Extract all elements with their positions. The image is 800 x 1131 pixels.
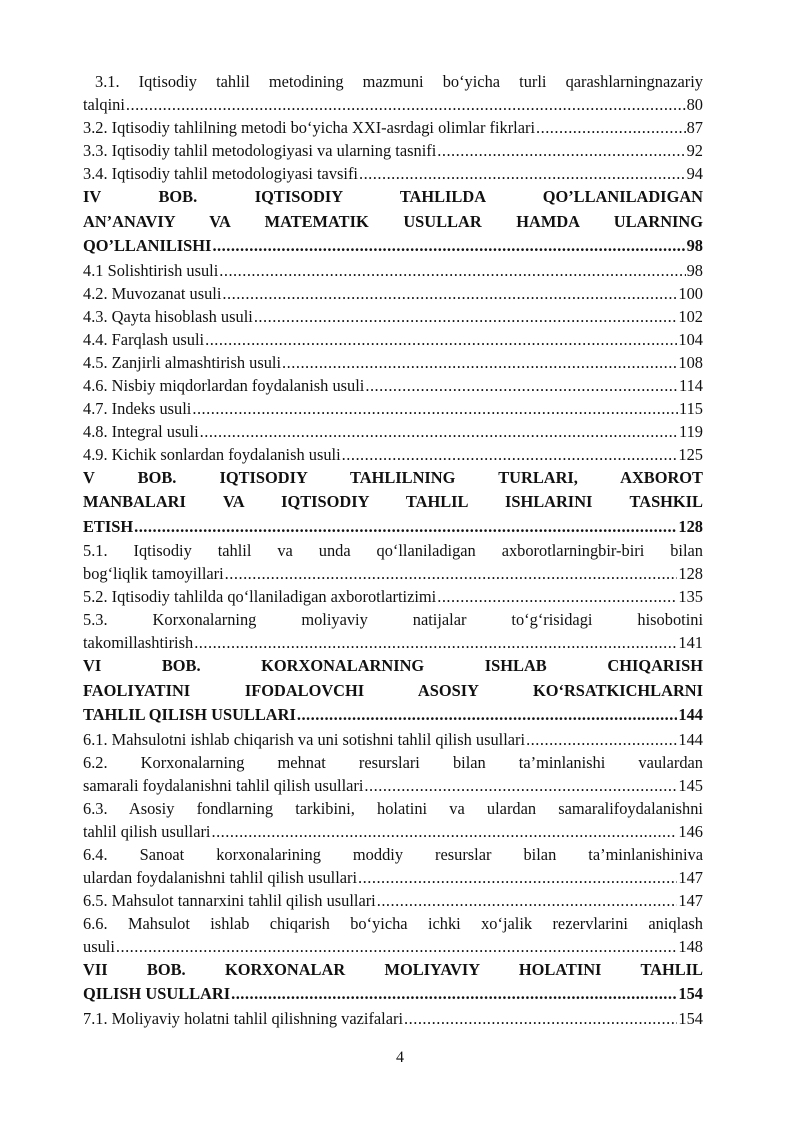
toc-entry[interactable]	[83, 728, 703, 751]
dot-leader	[222, 282, 677, 305]
toc-entry[interactable]	[83, 843, 703, 889]
toc-entry[interactable]	[83, 889, 703, 912]
dot-leader	[212, 234, 685, 259]
toc-entry-final-line	[83, 820, 703, 843]
toc-page-number: 125	[678, 444, 703, 464]
toc-entry-final-line	[83, 982, 703, 1007]
dot-leader	[297, 703, 678, 728]
toc-entry[interactable]	[83, 139, 703, 162]
toc-entry-title: TAHLIL QILISH USULLARI	[83, 705, 296, 724]
dot-leader	[536, 116, 686, 139]
toc-entry-title: 4.3. Qayta hisoblash usuli	[83, 306, 253, 326]
dot-leader	[134, 515, 677, 540]
toc-entry-text-line: VI BOB. KORXONALARNING ISHLAB CHIQARISH	[83, 656, 703, 675]
toc-page-number: 115	[679, 398, 703, 418]
toc-entry[interactable]	[83, 374, 703, 397]
toc-entry-title: 6.5. Mahsulot tannarxini tahlil qilish usullari	[83, 890, 376, 910]
toc-entry-text-line: 6.3. Asosiy fondlarning tarkibini, holatini va ulardan samaralifoydalanishni	[83, 798, 703, 818]
toc-entry[interactable]	[83, 797, 703, 843]
dot-leader	[200, 420, 678, 443]
toc-page-number: 94	[686, 164, 703, 183]
toc-page-number: 146	[678, 821, 703, 841]
toc-page-number: 144	[678, 705, 703, 724]
toc-entry[interactable]	[83, 443, 703, 466]
toc-entry-final-line	[83, 443, 703, 466]
table-of-contents	[83, 70, 703, 1030]
toc-entry-final-line	[83, 234, 703, 259]
dot-leader	[225, 562, 678, 585]
toc-entry[interactable]	[83, 259, 703, 282]
toc-entry-title: 3.3. Iqtisodiy tahlil metodologiyasi va ularning tasnifi	[83, 141, 437, 160]
toc-entry-final-line	[83, 139, 703, 162]
toc-entry-title: 7.1. Moliyaviy holatni tahlil qilishning vazifalari	[83, 1008, 404, 1028]
toc-entry-final-line	[83, 562, 703, 585]
toc-entry-final-line	[83, 515, 703, 540]
toc-page-number: 141	[678, 633, 703, 652]
toc-entry-title: 6.1. Mahsulotni ishlab chiqarish va uni sotishni tahlil qilish usullari	[83, 729, 526, 749]
dot-leader	[211, 820, 677, 843]
toc-page-number: 148	[678, 936, 703, 956]
toc-entry-title: 4.7. Indeks usuli	[83, 398, 192, 418]
toc-entry-text-line: 3.1. Iqtisodiy tahlil metodining mazmuni bo‘yicha turli qarashlarningnazariy	[95, 72, 703, 91]
page-number: 4	[396, 1049, 404, 1066]
toc-entry-final-line	[83, 420, 703, 443]
dot-leader	[282, 351, 677, 374]
toc-entry-final-line	[83, 93, 703, 116]
dot-leader	[254, 305, 678, 328]
dot-leader	[437, 585, 677, 608]
dot-leader	[404, 1007, 677, 1030]
dot-leader	[194, 631, 677, 654]
toc-entry-final-line	[83, 351, 703, 374]
toc-entry-final-line	[83, 374, 703, 397]
toc-page-number: 154	[678, 1008, 703, 1028]
toc-entry-title: QO’LLANILISHI	[83, 236, 212, 255]
toc-page-number: 135	[678, 587, 703, 606]
dot-leader	[116, 935, 678, 958]
toc-chapter-entry[interactable]	[83, 958, 703, 1007]
toc-entry[interactable]	[83, 751, 703, 797]
toc-entry-title: 4.6. Nisbiy miqdorlardan foydalanish usuli	[83, 375, 365, 395]
toc-entry-final-line	[83, 259, 703, 282]
toc-entry-final-line	[83, 774, 703, 797]
toc-entry-final-line	[83, 631, 703, 654]
toc-entry[interactable]	[83, 351, 703, 374]
toc-entry-final-line	[83, 162, 703, 185]
toc-entry-final-line	[83, 328, 703, 351]
dot-leader	[219, 259, 685, 282]
toc-chapter-entry[interactable]	[83, 466, 703, 540]
toc-entry-text-line: V BOB. IQTISODIY TAHLILNING TURLARI, AXBOROT	[83, 467, 703, 487]
toc-entry-text-line: FAOLIYATINI IFODALOVCHI ASOSIY KO‘RSATKICHLARNI	[83, 680, 703, 700]
toc-page-number: 102	[678, 306, 703, 326]
toc-entry-title: QILISH USULLARI	[83, 984, 231, 1003]
toc-entry-final-line	[83, 116, 703, 139]
dot-leader	[192, 397, 678, 420]
toc-entry-text-line: VII BOB. KORXONALAR MOLIYAVIY HOLATINI TAHLIL	[83, 959, 703, 979]
toc-entry-final-line	[83, 585, 703, 608]
toc-entry-title: ETISH	[83, 516, 134, 536]
toc-entry-final-line	[83, 866, 703, 889]
toc-page-number: 92	[686, 141, 703, 160]
toc-entry-title: takomillashtirish	[83, 633, 194, 652]
dot-leader	[359, 162, 686, 185]
toc-entry-title: talqini	[83, 95, 125, 114]
toc-entry-final-line	[83, 397, 703, 420]
toc-entry-text-line: 6.2. Korxonalarning mehnat resurslari bilan ta’minlanishi vaulardan	[83, 752, 703, 772]
dot-leader	[126, 93, 686, 116]
toc-entry[interactable]	[83, 585, 703, 608]
toc-page-number: 98	[686, 236, 703, 255]
toc-entry-title: samarali foydalanishni tahlil qilish usullari	[83, 775, 364, 795]
dot-leader	[526, 728, 677, 751]
toc-page-number: 128	[678, 564, 703, 583]
toc-entry-text-line: 5.1. Iqtisodiy tahlil va unda qo‘llaniladigan axborotlarningbir-biri bilan	[83, 541, 703, 560]
toc-entry-title: 4.2. Muvozanat usuli	[83, 283, 222, 303]
toc-page-number: 145	[678, 775, 703, 795]
toc-page-number: 108	[678, 352, 703, 372]
toc-chapter-entry[interactable]	[83, 654, 703, 728]
toc-entry-text-line: IV BOB. IQTISODIY TAHLILDA QO’LLANILADIGAN	[83, 187, 703, 206]
toc-entry-final-line	[83, 703, 703, 728]
toc-entry-title: 5.2. Iqtisodiy tahlilda qo‘llaniladigan axborotlartizimi	[83, 587, 437, 606]
toc-entry[interactable]	[83, 305, 703, 328]
toc-page-number: 80	[686, 95, 703, 114]
toc-page-number: 98	[686, 260, 703, 280]
toc-page-number: 154	[678, 984, 703, 1003]
toc-entry[interactable]	[83, 116, 703, 139]
toc-entry-title: 4.9. Kichik sonlardan foydalanish usuli	[83, 444, 341, 464]
dot-leader	[377, 889, 678, 912]
dot-leader	[205, 328, 677, 351]
toc-entry[interactable]	[83, 397, 703, 420]
toc-entry-title: bog‘liqlik tamoyillari	[83, 564, 224, 583]
toc-page-number: 119	[679, 421, 703, 441]
dot-leader	[437, 139, 685, 162]
toc-entry-title: 3.4. Iqtisodiy tahlil metodologiyasi tavsifi	[83, 164, 358, 183]
toc-entry-title: 4.1 Solishtirish usuli	[83, 260, 219, 280]
dot-leader	[365, 374, 678, 397]
dot-leader	[231, 982, 677, 1007]
toc-page-number: 100	[678, 283, 703, 303]
toc-page-number: 128	[678, 516, 703, 536]
toc-entry-text-line: 6.6. Mahsulot ishlab chiqarish bo‘yicha ichki xo‘jalik rezervlarini aniqlash	[83, 913, 703, 933]
toc-entry[interactable]	[83, 608, 703, 654]
dot-leader	[358, 866, 677, 889]
toc-entry[interactable]	[83, 162, 703, 185]
toc-entry-text-line: 5.3. Korxonalarning moliyaviy natijalar to‘g‘risidagi hisobotini	[83, 610, 703, 629]
toc-entry[interactable]	[83, 420, 703, 443]
toc-entry-final-line	[83, 935, 703, 958]
toc-page-number: 147	[678, 867, 703, 887]
toc-entry[interactable]	[83, 70, 703, 116]
toc-page-number: 144	[678, 729, 703, 749]
toc-entry-final-line	[83, 889, 703, 912]
dot-leader	[364, 774, 677, 797]
toc-entry-final-line	[83, 282, 703, 305]
toc-entry[interactable]	[83, 328, 703, 351]
toc-entry[interactable]	[83, 912, 703, 958]
toc-entry-title: 3.2. Iqtisodiy tahlilning metodi bo‘yicha XXI-asrdagi olimlar fikrlari	[83, 118, 536, 137]
toc-entry-title: 4.4. Farqlash usuli	[83, 329, 205, 349]
toc-entry-title: ulardan foydalanishni tahlil qilish usullari	[83, 867, 358, 887]
toc-entry-text-line: MANBALARI VA IQTISODIY TAHLIL ISHLARINI TASHKIL	[83, 492, 703, 511]
toc-entry-title: 4.5. Zanjirli almashtirish usuli	[83, 352, 282, 372]
toc-entry[interactable]	[83, 1007, 703, 1030]
toc-page-number: 104	[678, 329, 703, 349]
dot-leader	[342, 443, 678, 466]
toc-entry-title: tahlil qilish usullari	[83, 821, 211, 841]
toc-entry-text-line: 6.4. Sanoat korxonalarining moddiy resurslar bilan ta’minlanishiniva	[83, 844, 703, 864]
toc-entry-final-line	[83, 305, 703, 328]
toc-entry-final-line	[83, 1007, 703, 1030]
toc-entry-text-line: AN’ANAVIY VA MATEMATIK USULLAR HAMDA ULARNING	[83, 211, 703, 231]
toc-chapter-entry[interactable]	[83, 185, 703, 259]
toc-entry-title: 4.8. Integral usuli	[83, 421, 199, 441]
toc-page-number: 147	[678, 890, 703, 910]
toc-page-number: 87	[686, 118, 703, 137]
toc-entry[interactable]	[83, 282, 703, 305]
toc-entry-final-line	[83, 728, 703, 751]
toc-entry[interactable]	[83, 539, 703, 585]
toc-entry-title: usuli	[83, 936, 115, 956]
toc-page-number: 114	[679, 375, 703, 395]
